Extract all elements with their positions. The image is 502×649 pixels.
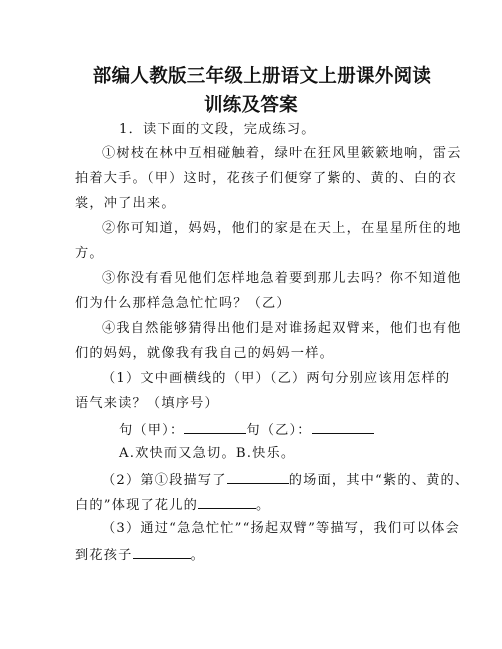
document-title-line2: 训练及答案 [203,95,298,116]
sub-question-2-text-pre: （2）第①段描写了 [102,473,227,488]
sub-question-2-line-2 [75,495,270,515]
sub-question-3-text-pre: 到花孩子 [75,548,133,563]
sub-question-2b-text-pre: 白的”体现了花儿的 [75,498,199,513]
paragraph-2-line-2: 方。 [75,246,104,261]
paragraph-2-line-1: ②你可知道，妈妈，他们的家是在天上，在星星所住的地 [102,221,462,236]
paragraph-1-line-2: 拍着大手。（甲）这时，花孩子们便穿了紫的、黄的、白的衣 [75,171,457,186]
question-intro: 1．读下面的文段，完成练习。 [119,122,316,137]
paragraph-4-line-2: 们的妈妈，就像我有我自己的妈妈一样。 [75,346,334,361]
paragraph-3-line-2: 们为什么那样急急忙忙吗？（乙） [75,296,291,311]
paragraph-1-line-3: 裳，冲了出来。 [75,196,176,211]
sub-question-1-line-1: （1）文中画横线的（甲）（乙）两句分别应该用怎样的 [102,371,451,386]
sub-question-3-text-post: 。 [190,548,205,563]
sentence-yi-label: 句（乙）： [246,423,312,438]
document-title-line1: 部编人教版三年级上册语文上册课外阅读 [92,66,432,87]
answer-blank-scene[interactable] [227,470,289,484]
answer-blank-yi[interactable] [312,420,374,434]
sub-question-1-options: A.欢快而又急切。B.快乐。 [119,446,296,461]
sentence-jia-label: 句（甲）： [119,423,185,438]
paragraph-4-line-1: ④我自然能够猜得出他们是对谁扬起双臂来，他们也有他 [102,321,462,336]
answer-blank-flower-trait[interactable] [198,495,256,509]
sub-question-1-answer-line [119,420,374,440]
sub-question-2-text-post: 的场面，其中“紫的、黄的、 [288,473,470,488]
sub-question-2-line-1 [102,470,469,490]
sub-question-2b-text-post: 。 [256,498,271,513]
sub-question-1-line-2: 语气来读？（填序号） [75,396,219,411]
paragraph-3-line-1: ③你没有看见他们怎样地急着要到那儿去吗？你不知道他 [102,271,462,286]
sub-question-3-line-1: （3）通过“急急忙忙”“扬起双臂”等描写，我们可以体会 [102,521,460,536]
paragraph-1-line-1: ①树枝在林中互相碰触着，绿叶在狂风里簌簌地响，雷云 [102,146,462,161]
sub-question-3-line-2 [75,545,205,565]
answer-blank-feeling[interactable] [133,545,191,559]
answer-blank-jia[interactable] [184,420,246,434]
